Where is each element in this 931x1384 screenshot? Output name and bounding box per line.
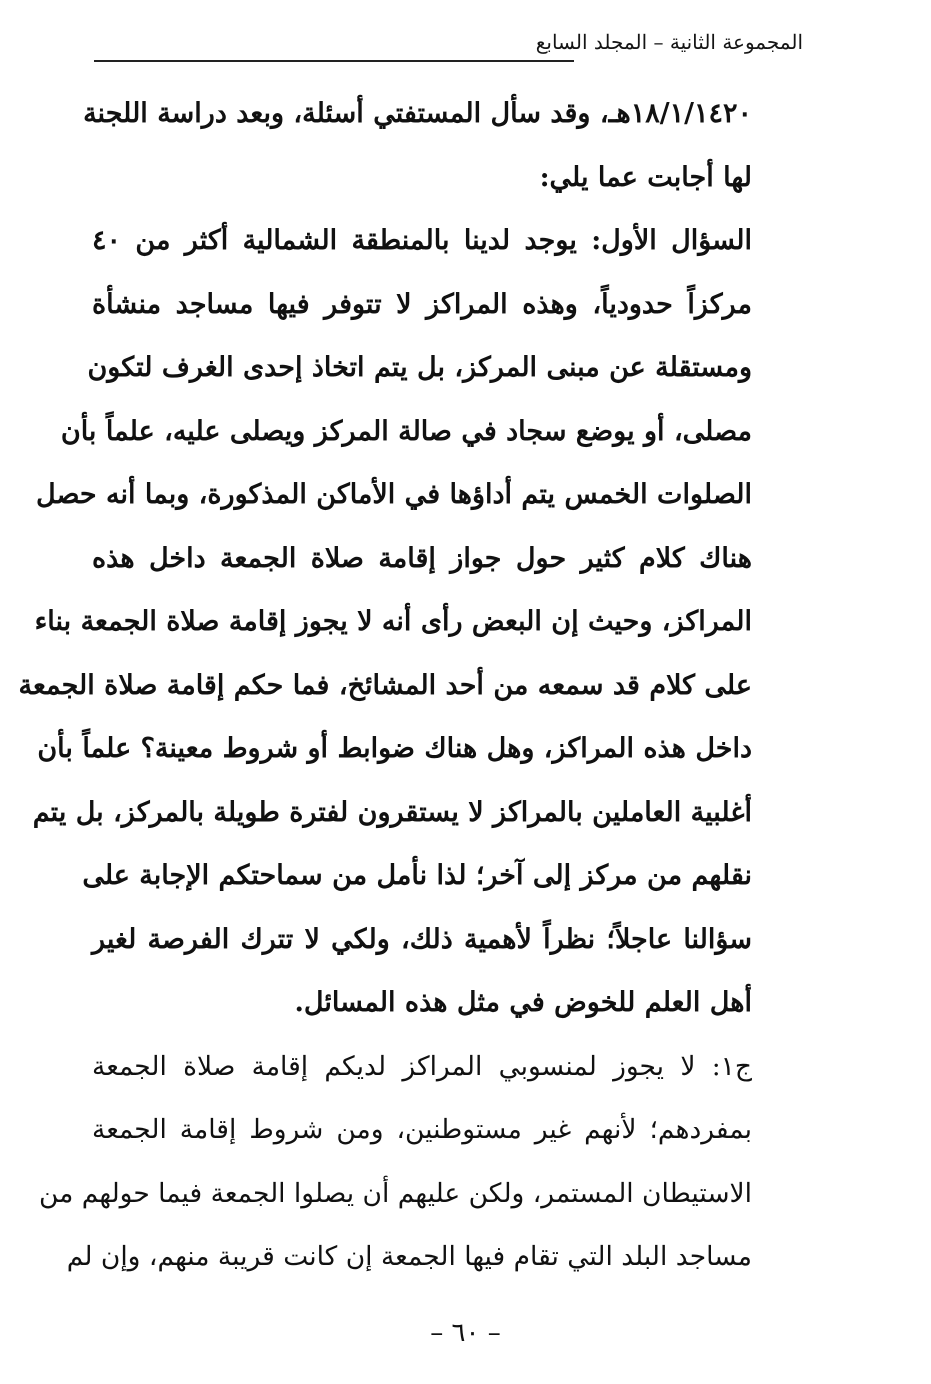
- text-line: سؤالنا عاجلاً؛ نظراً لأهمية ذلك، ولكي لا تترك الفرصة لغير: [92, 923, 752, 955]
- text-line: داخل هذه المراكز، وهل هناك ضوابط أو شروط معينة؟ علماً بأن: [37, 733, 752, 764]
- text-line: أغلبية العاملين بالمراكز لا يستقرون لفترة طويلة بالمركز، بل يتم: [32, 796, 752, 828]
- text-line: المراكز، وحيث إن البعض رأى أنه لا يجوز إقامة صلاة الجمعة بناء: [34, 606, 752, 637]
- text-line: مركزاً حدودياً، وهذه المراكز لا تتوفر فيها مساجد منشأة: [92, 288, 752, 320]
- text-line: مصلى، أو يوضع سجاد في صالة المركز ويصلى عليه، علماً بأن: [60, 415, 752, 447]
- text-line: الاستيطان المستمر، ولكن عليهم أن يصلوا الجمعة فيما حولهم من: [38, 1177, 752, 1209]
- text-line: هناك كلام كثير حول جواز إقامة صلاة الجمعة داخل هذه: [92, 542, 752, 574]
- text-line: ١٨/١/١٤٢٠هـ، وقد سأل المستفتي أسئلة، وبعد دراسة اللجنة: [83, 98, 752, 129]
- body-text: [18, 82, 752, 1289]
- text-line: نقلهم من مركز إلى آخر؛ لذا نأمل من سماحتكم الإجابة على: [82, 860, 752, 891]
- text-line: بمفردهم؛ لأنهم غير مستوطنين، ومن شروط إقامة الجمعة: [92, 1114, 752, 1145]
- text-line: لها أجابت عما يلي:: [539, 161, 752, 193]
- text-line: الصلوات الخمس يتم أداؤها في الأماكن المذكورة، وبما أنه حصل: [36, 479, 752, 510]
- question-line: السؤال الأول: يوجد لدينا بالمنطقة الشمالية أكثر من ٤٠: [92, 225, 752, 256]
- running-header: المجموعة الثانية – المجلد السابع: [535, 30, 803, 54]
- page-number: – ٦٠ –: [430, 1318, 501, 1348]
- text-line: على كلام قد سمعه من أحد المشائخ، فما حكم إقامة صلاة الجمعة: [18, 669, 752, 701]
- header-rule: [94, 60, 574, 62]
- text-line: مساجد البلد التي تقام فيها الجمعة إن كانت قريبة منهم، وإن لم: [66, 1241, 752, 1272]
- text-line: ومستقلة عن مبنى المركز، بل يتم اتخاذ إحدى الغرف لتكون: [87, 352, 752, 383]
- answer-line: ج١: لا يجوز لمنسوبي المراكز لديكم إقامة صلاة الجمعة: [92, 1050, 752, 1082]
- text-line: أهل العلم للخوض في مثل هذه المسائل.: [294, 987, 752, 1018]
